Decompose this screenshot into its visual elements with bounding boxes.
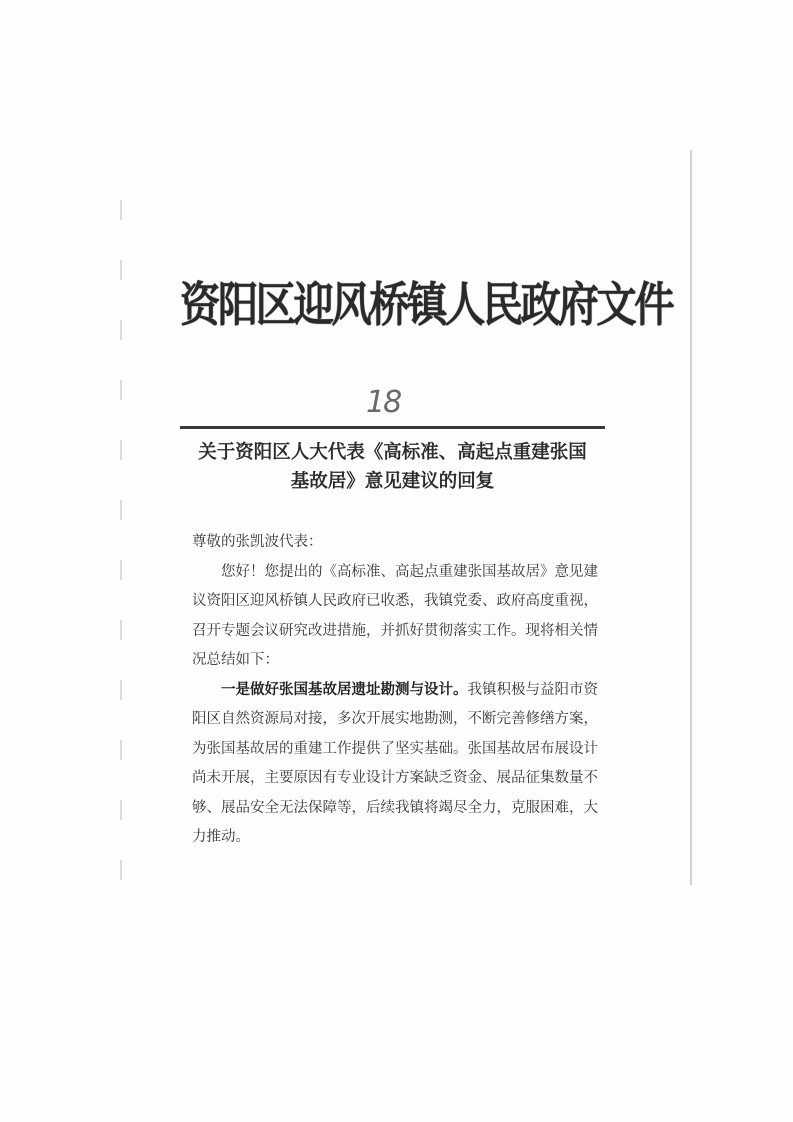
paragraph-2: [192, 676, 612, 853]
paragraph-2-body: 我镇积极与益阳市资阳区自然资源局对接，多次开展实地勘测，不断完善修缮方案，为张国基故居的重建工作提供了坚实基础。张国基故居布展设计尚未开展，主要原因有专业设计方案缺乏资金、展品征集数量不够、展品安全无法保障等，后续我镇将竭尽全力，克服困难，大力推动。: [192, 681, 598, 845]
scan-edge-left: [120, 200, 122, 890]
header-divider: [180, 426, 605, 429]
document-header-title: 资阳区迎风桥镇人民政府文件: [180, 278, 672, 333]
document-subject: [180, 438, 605, 496]
scan-edge-right: [690, 150, 692, 885]
paragraph-1: 您好！您提出的《高标准、高起点重建张国基故居》意见建议资阳区迎风桥镇人民政府已收悉，我镇党委、政府高度重视，召开专题会议研究改进措施，并抓好贯彻落实工作。现将相关情况总结如下：: [192, 563, 598, 668]
subject-line-2: 基故居》意见建议的回复: [290, 471, 495, 492]
subject-line-1: 关于资阳区人大代表《高标准、高起点重建张国: [198, 442, 587, 463]
paragraph-2-lead: 一是做好张国基故居遗址勘测与设计。: [221, 681, 468, 698]
handwritten-document-number: 18: [366, 385, 401, 420]
document-body: [192, 528, 612, 853]
salutation: 尊敬的张凯波代表：: [192, 534, 323, 550]
